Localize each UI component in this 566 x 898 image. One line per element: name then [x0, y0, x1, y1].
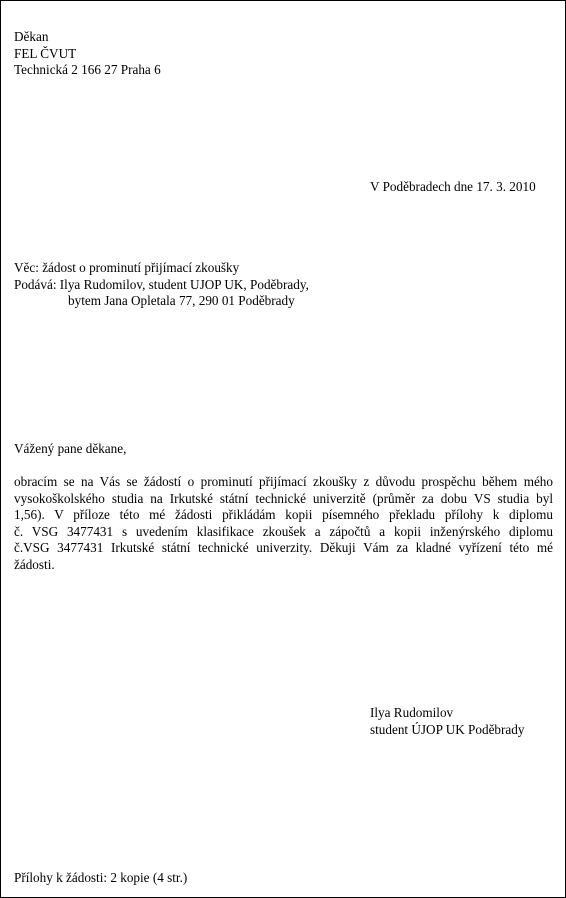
submitter-address: bytem Jana Opletala 77, 290 01 Poděbrady	[68, 293, 295, 308]
recipient-address	[14, 29, 161, 79]
submitter-line: Podává: Ilya Rudomilov, student UJOP UK, Poděbrady,	[14, 276, 309, 292]
recipient-title: Děkan	[14, 29, 49, 44]
body-line: č.VSG 3477431 Irkutské státní technické univerzity. Děkuji Vám za kladné vyřízení této mé	[14, 540, 553, 555]
recipient-faculty: FEL ČVUT	[14, 45, 77, 61]
body-line: č. VSG 3477431 s uvedením klasifikace zkoušek a zápočtů a kopii inženýrského diplomu	[14, 523, 553, 539]
subject-block	[14, 260, 309, 310]
salutation: Vážený pane děkane,	[14, 441, 127, 456]
recipient-street: Technická 2 166 27 Praha 6	[14, 62, 161, 77]
place-and-date: V Poděbradech dne 17. 3. 2010	[370, 179, 536, 194]
signature-role: student ÚJOP UK Poděbrady	[370, 721, 525, 737]
letter-body	[14, 474, 553, 573]
body-line: obracím se na Vás se žádostí o prominutí přijímací zkoušky z důvodu prospěchu během mého	[14, 474, 553, 489]
signature-name: Ilya Rudomilov	[370, 705, 454, 720]
body-line: vysokoškolského studia na Irkutské státní technické univerzitě (průměr za dobu VS studia byl	[14, 490, 553, 506]
body-line: žádosti.	[14, 556, 55, 572]
subject-line: Věc: žádost o prominutí přijímací zkoušky	[14, 260, 240, 275]
attachments-note: Přílohy k žádosti: 2 kopie (4 str.)	[14, 870, 188, 885]
signature-block	[370, 705, 524, 738]
body-line: 1,56). V příloze této mé žádosti přikládám kopii písemného překladu přílohy k diplomu	[14, 507, 553, 522]
